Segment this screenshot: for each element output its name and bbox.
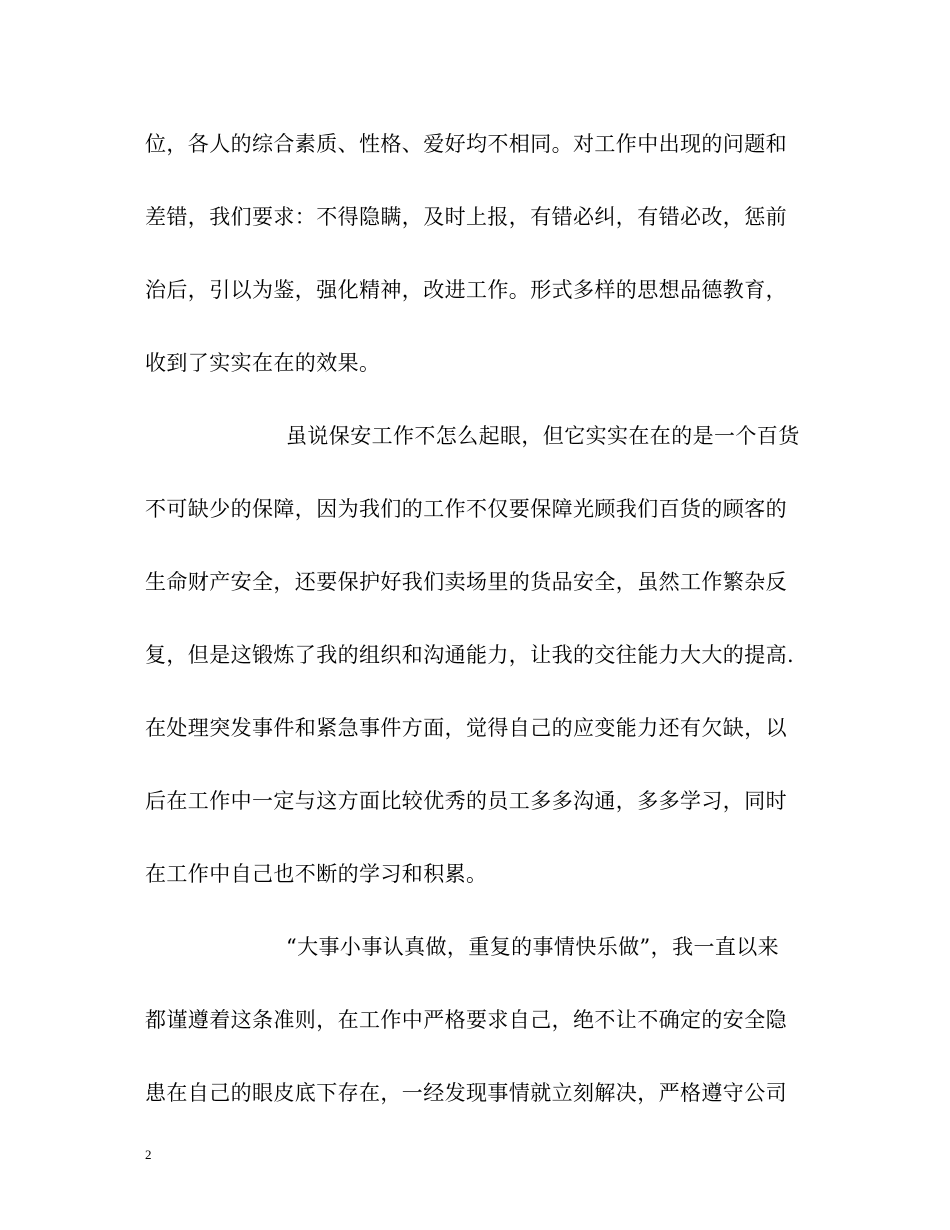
body-text-line: 生命财产安全，还要保护好我们卖场里的货品安全，虽然工作繁杂反 (145, 570, 787, 594)
body-text-line: 不可缺少的保障，因为我们的工作不仅要保障光顾我们百货的顾客的 (145, 497, 787, 521)
paragraph-first-line: 虽说保安工作不怎么起眼，但它实实在在的是一个百货 (286, 424, 800, 448)
body-text-line: 后在工作中一定与这方面比较优秀的员工多多沟通，多多学习，同时 (145, 789, 787, 813)
body-text-line: 治后，引以为鉴，强化精神，改进工作。形式多样的思想品德教育， (145, 278, 787, 302)
paragraph-first-line: “大事小事认真做，重复的事情快乐做”，我一直以来 (286, 935, 780, 959)
body-text-line: 差错，我们要求：不得隐瞒，及时上报，有错必纠，有错必改，惩前 (145, 205, 787, 229)
body-text-line: 在处理突发事件和紧急事件方面，觉得自己的应变能力还有欠缺，以 (145, 716, 787, 740)
body-text-line: 复，但是这锻炼了我的组织和沟通能力，让我的交往能力大大的提高. (145, 643, 795, 667)
body-text-line: 位，各人的综合素质、性格、爱好均不相同。对工作中出现的问题和 (145, 132, 787, 156)
body-text-line: 在工作中自己也不断的学习和积累。 (145, 862, 488, 886)
body-text-line: 患在自己的眼皮底下存在，一经发现事情就立刻解决，严格遵守公司 (145, 1081, 787, 1105)
body-text-line: 都谨遵着这条准则，在工作中严格要求自己，绝不让不确定的安全隐 (145, 1008, 787, 1032)
page-number: 2 (145, 1147, 152, 1162)
body-text-line: 收到了实实在在的效果。 (145, 351, 381, 375)
